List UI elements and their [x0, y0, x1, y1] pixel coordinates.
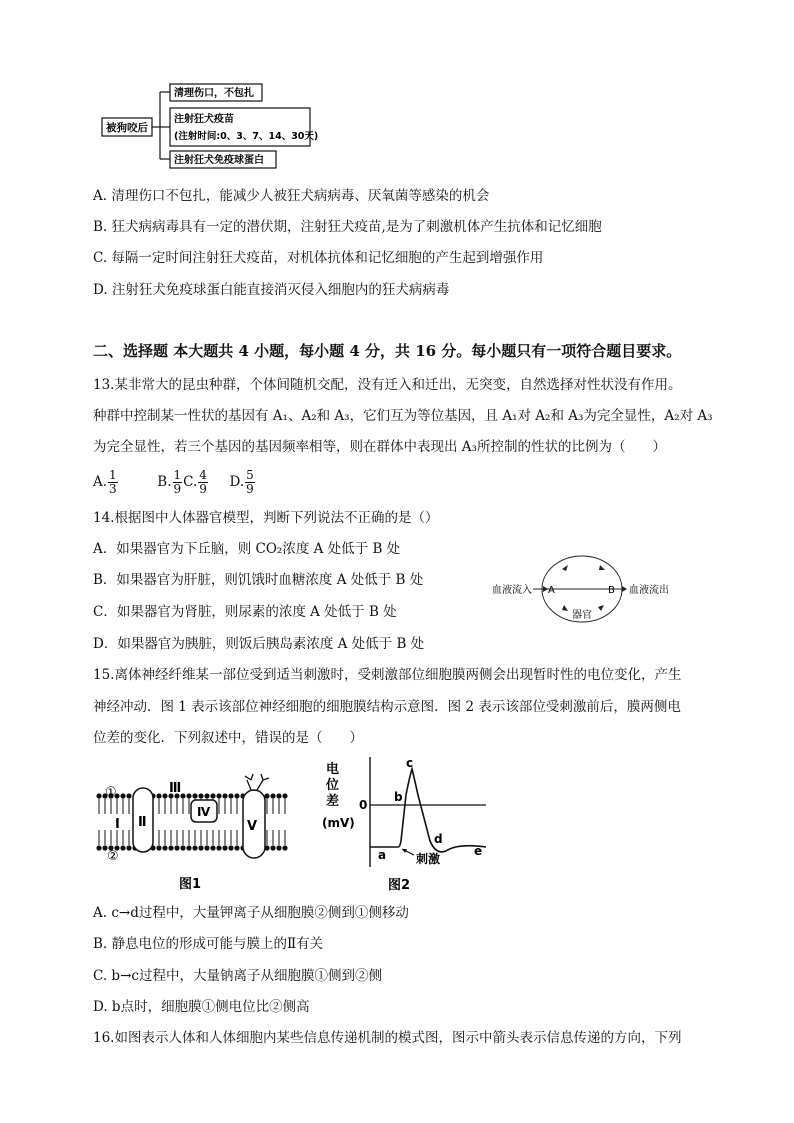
- q12-option-d: D. 注射狂犬免疫球蛋白能直接消灭侵入细胞内的狂犬病病毒: [93, 282, 450, 298]
- q14-stem: 14.根据图中人体器官模型，判断下列说法不正确的是（）: [93, 510, 439, 526]
- fig-organ: 器官: [572, 610, 592, 621]
- flow-branch3: 注射狂犬免疫球蛋白: [174, 155, 264, 166]
- lipid-head: [222, 793, 227, 798]
- label-iv: Ⅳ: [197, 805, 211, 819]
- fig2-point-b: b: [394, 790, 403, 804]
- q14-option-b: B．如果器官为肝脏，则饥饿时血糖浓度 A 处低于 B 处: [93, 572, 424, 588]
- lipid-head: [120, 793, 125, 798]
- lipid-head: [270, 793, 275, 798]
- flow-branch1: 清理伤口，不包扎: [174, 88, 254, 99]
- q13-opt-b-frac: $\frac{1}{9}$: [173, 468, 182, 496]
- fig-blood-in: 血液流入: [492, 585, 532, 596]
- label-i: Ⅰ: [115, 817, 120, 832]
- lipid-head: [174, 845, 179, 850]
- q13-opt-c-label: C.: [183, 474, 198, 490]
- q12-option-b: B. 狂犬病病毒具有一定的潜伏期，注射狂犬疫苗,是为了刺激机体产生抗体和记忆细胞: [93, 219, 602, 235]
- q15-option-b: B. 静息电位的形成可能与膜上的Ⅱ有关: [93, 936, 324, 952]
- q13-opt-c-frac: $\frac{4}{9}$: [199, 468, 207, 496]
- lipid-head: [276, 793, 281, 798]
- lipid-head: [156, 845, 161, 850]
- fig-point-b: B: [608, 585, 615, 596]
- organ-model-figure: [490, 545, 705, 630]
- fig2-stim: 刺激: [416, 852, 441, 866]
- lipid-head: [204, 793, 209, 798]
- fig2-point-e: e: [474, 844, 483, 858]
- lipid-head: [282, 793, 287, 798]
- q15-line2: 神经冲动．图 1 表示该部位神经细胞的细胞膜结构示意图．图 2 表示该部位受刺激前后，膜两侧电: [93, 699, 681, 715]
- fig2-point-c: c: [406, 756, 414, 770]
- label-side1: ①: [105, 785, 117, 800]
- lipid-head: [96, 793, 101, 798]
- lipid-head: [216, 793, 221, 798]
- lipid-head: [180, 845, 185, 850]
- fig2-point-a: a: [378, 848, 387, 862]
- label-v: Ⅴ: [247, 819, 258, 834]
- q14-option-c: C．如果器官为肾脏，则尿素的浓度 A 处低于 B 处: [93, 604, 397, 620]
- lipid-head: [168, 845, 173, 850]
- lipid-head: [120, 845, 125, 850]
- lipid-head: [234, 845, 239, 850]
- q13-line2: 种群中控制某一性状的基因有 A₁、A₂和 A₃，它们互为等位基因，且 A₁对 A₂和 A₃为完全显性，A₂对 A₃: [93, 408, 713, 424]
- fig-point-a: A: [548, 585, 555, 596]
- lipid-head: [156, 793, 161, 798]
- lipid-head: [126, 793, 131, 798]
- fig-blood-out: 血液流出: [629, 585, 669, 596]
- lipid-head: [192, 845, 197, 850]
- q14-option-a: A．如果器官为下丘脑，则 CO₂浓度 A 处低于 B 处: [93, 541, 401, 557]
- flow-branch2-line1: 注射狂犬疫苗: [174, 114, 234, 125]
- q12-option-a: A. 清理伤口不包扎，能减少人被狂犬病病毒、厌氧菌等感染的机会: [93, 188, 490, 204]
- q13-opt-a-frac: $\frac{1}{3}$: [109, 468, 117, 496]
- q13-opt-b-label: B.: [157, 474, 172, 490]
- fig1-caption: 图1: [179, 877, 202, 892]
- q16-line1: 16.如图表示人体和人体细胞内某些信息传递机制的模式图，图示中箭头表示信息传递的方向，下列: [93, 1030, 682, 1046]
- q13-opt-d-label: D.: [229, 474, 245, 490]
- lipid-head: [210, 845, 215, 850]
- fig2-y-unit: (mV): [322, 816, 355, 830]
- rabies-flowchart: [100, 82, 320, 174]
- q15-option-d: D. b点时，细胞膜①侧电位比②侧高: [93, 999, 310, 1015]
- section-heading: 二、选择题 本大题共 4 小题，每小题 4 分，共 16 分。每小题只有一项符合题目要求。: [93, 342, 682, 360]
- lipid-head: [162, 845, 167, 850]
- lipid-head: [198, 845, 203, 850]
- membrane-figure: [95, 768, 295, 896]
- fig2-y-char3: 差: [326, 794, 340, 809]
- flow-root: 被狗咬后: [106, 122, 148, 134]
- lipid-head: [228, 793, 233, 798]
- lipid-head: [96, 845, 101, 850]
- lipid-head: [186, 793, 191, 798]
- q13-line1: 13.某非常大的昆虫种群，个体间随机交配，没有迁入和迁出，无突变，自然选择对性状没有作用。: [93, 377, 682, 393]
- lipid-head: [126, 845, 131, 850]
- q13-opt-d-frac: $\frac{5}{9}$: [246, 468, 254, 496]
- q12-option-c: C. 每隔一定时间注射狂犬疫苗，对机体抗体和记忆细胞的产生起到增强作用: [93, 250, 544, 266]
- q15-option-a: A. c→d过程中，大量钾离子从细胞膜②侧到①侧移动: [93, 905, 409, 921]
- lipid-head: [186, 845, 191, 850]
- lipid-head: [228, 845, 233, 850]
- fig2-y-char2: 位: [326, 778, 340, 793]
- q13-line3: 为完全显性，若三个基因的基因频率相等，则在群体中表现出 A₃所控制的性状的比例为（ ）: [93, 439, 666, 455]
- fig2-caption: 图2: [388, 878, 411, 893]
- label-side2: ②: [107, 849, 119, 864]
- q15-line1: 15.离体神经纤维某一部位受到适当刺激时，受刺激部位细胞膜两侧会出现暂时性的电位变化，产生: [93, 667, 682, 683]
- lipid-head: [234, 793, 239, 798]
- action-potential-figure: [318, 755, 493, 895]
- label-ii: Ⅱ: [138, 815, 147, 830]
- lipid-head: [204, 845, 209, 850]
- q13-options: [93, 465, 256, 499]
- q14-option-d: D．如果器官为胰脏，则饭后胰岛素浓度 A 处低于 B 处: [93, 636, 425, 652]
- lipid-head: [192, 793, 197, 798]
- lipid-head: [162, 793, 167, 798]
- q15-line3: 位差的变化．下列叙述中，错误的是（ ）: [93, 730, 363, 746]
- lipid-head: [198, 793, 203, 798]
- flow-branch2-line2: (注射时间:0、3、7、14、30天): [174, 131, 319, 142]
- label-iii: Ⅲ: [169, 781, 182, 796]
- lipid-head: [270, 845, 275, 850]
- lipid-head: [216, 845, 221, 850]
- lipid-head: [210, 793, 215, 798]
- fig2-point-d: d: [434, 832, 443, 846]
- lipid-head: [282, 845, 287, 850]
- q13-opt-a-label: A.: [93, 474, 108, 490]
- lipid-head: [276, 845, 281, 850]
- fig2-zero: 0: [359, 798, 368, 812]
- lipid-head: [222, 845, 227, 850]
- q15-option-c: C. b→c过程中，大量钠离子从细胞膜①侧到②侧: [93, 968, 382, 984]
- fig2-y-char1: 电: [326, 762, 340, 777]
